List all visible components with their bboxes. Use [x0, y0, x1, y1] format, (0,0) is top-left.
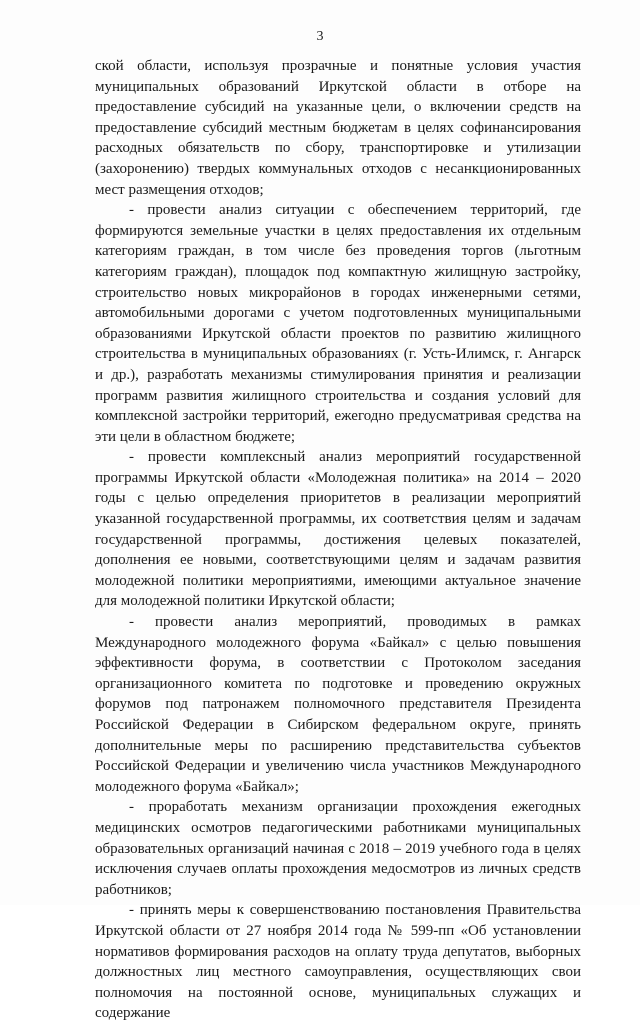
paragraph-resolution-599: - принять меры к совершенствованию постановления Правительства Иркутской области от 27 ноября 2014 года № 599-пп «Об установлении нормативов формирования расходов на оплату труда депутатов, выборных должностных лиц местного самоуправления, осуществляющих свои полномочия на постоянной основе, муниципальных служащих и содержание — [95, 902, 581, 1022]
paragraph-continuation: ской области, используя прозрачные и понятные условия участия муниципальных образований Иркутской области в отборе на предоставление субсидий на указанные цели, о включении средств на предоставление субсидий местным бюджетам в целях софинансирования расходных обязательств по сбору, транспортировке и утилизации (захоронению) твердых коммунальных отходов с несанкционированных мест размещения отходов; — [95, 58, 581, 198]
paragraph-youth-policy: - провести комплексный анализ мероприятий государственной программы Иркутской области «Молодежная политика» на 2014 – 2020 годы с целью определения приоритетов в реализации мероприятий указанной государственной программы, их соответствия целям и задачам государственной программы, достижения целевых показателей, дополнения ее новыми, соответствующими целям и задачам развития молодежной политики мероприятиями, имеющими актуальное значение для молодежной политики Иркутской области; — [95, 449, 581, 610]
paragraph-medical-exams: - проработать механизм организации прохождения ежегодных медицинских осмотров педагогическими работниками муниципальных образовательных организаций начиная с 2018 – 2019 учебного года в целях исключения случаев оплаты прохождения медосмотров из личных средств работников; — [95, 799, 581, 898]
paragraph-baikal-forum: - провести анализ мероприятий, проводимых в рамках Международного молодежного форума «Байкал» с целью повышения эффективности форума, в соответствии с Протоколом заседания организационного комитета по подготовке и проведению окружных форумов под патронажем полномочного представителя Президента Российской Федерации в Сибирском федеральном округе, принять дополнительные меры по расширению представительства субъектов Российской Федерации и увеличению числа участников Международного молодежного форума «Байкал»; — [95, 614, 581, 795]
paragraph-land-plots: - провести анализ ситуации с обеспечением территорий, где формируются земельные участки в целях предоставления их отдельным категориям граждан, в том числе без проведения торгов (льготным категориям граждан), площадок под компактную жилищную застройку, строительство новых микрорайонов в городах инженерными сетями, автомобильными дорогами с учетом подготовленных муниципальными образованиями Иркутской области проектов по развитию жилищного строительства в муниципальных образованиях (г. Усть-Илимск, г. Ангарск и др.), разработать механизмы стимулирования принятия и реализации программ развития жилищного строительства и создания условий для комплексной застройки территорий, ежегодно предусматривая средства на эти цели в областном бюджете; — [95, 202, 581, 445]
document-body — [95, 56, 581, 1024]
page-number: 3 — [316, 29, 324, 44]
